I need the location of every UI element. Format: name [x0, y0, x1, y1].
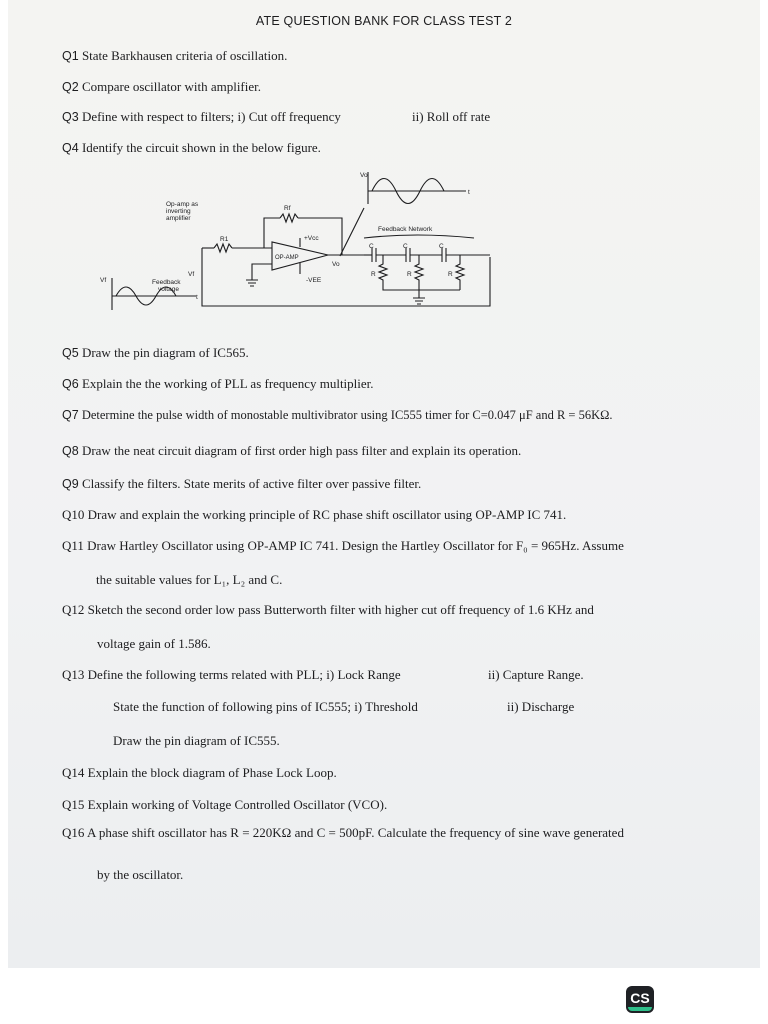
c-label-1: C	[369, 243, 374, 250]
question-text: Define with respect to filters; i) Cut off frequency	[81, 109, 341, 124]
question-15	[62, 797, 387, 813]
camscanner-logo-icon	[626, 986, 654, 1013]
opamp-label: OP-AMP	[275, 255, 299, 261]
question-text: Draw and explain the working principle of RC phase shift oscillator using OP-AMP IC 741.	[87, 507, 567, 522]
ground-symbol	[246, 280, 258, 286]
vo-graph-label: Vo	[360, 172, 368, 179]
question-number: Q8	[62, 444, 79, 458]
r1-label: R1	[220, 236, 229, 243]
page-title: ATE QUESTION BANK FOR CLASS TEST 2	[255, 14, 513, 28]
question-number: Q3	[62, 110, 79, 124]
question-7	[62, 408, 613, 423]
question-number: Q10	[62, 507, 85, 522]
question-number: Q14	[62, 765, 85, 780]
question-text: Sketch the second order low pass Butterworth filter with higher cut off frequency of 1.6 KHz and	[87, 602, 594, 617]
r-label-1: R	[371, 271, 376, 278]
question-3-part-2: ii) Roll off rate	[412, 109, 491, 124]
question-text: Explain the the working of PLL as frequency multiplier.	[81, 376, 374, 391]
question-13-line-3: Draw the pin diagram of IC555.	[113, 733, 280, 748]
question-number: Q6	[62, 377, 79, 391]
question-text: Explain working of Voltage Controlled Oscillator (VCO).	[87, 797, 388, 812]
question-number: Q9	[62, 477, 79, 491]
question-5	[62, 345, 249, 361]
feedback-network-bracket	[364, 235, 474, 238]
question-13-line-2: State the function of following pins of IC555; i) Threshold	[113, 699, 418, 714]
ladder-ground-symbol	[413, 290, 425, 304]
r1-resistor	[214, 244, 232, 252]
badge-text: CS	[630, 990, 650, 1006]
question-number: Q13	[62, 667, 85, 682]
question-16	[62, 825, 624, 841]
noninverting-ground-wire	[252, 264, 272, 280]
question-number: Q2	[62, 80, 79, 94]
question-13-line-2-part-b: ii) Discharge	[507, 699, 575, 714]
vcc-label: +Vcc	[304, 235, 319, 242]
vf-graph-time-label: t	[196, 294, 198, 301]
question-number: Q11	[62, 538, 84, 553]
question-number: Q15	[62, 797, 85, 812]
question-text: Determine the pulse width of monostable multivibrator using IC555 timer for C=0.047 μF and R = 56KΩ.	[81, 408, 613, 422]
rf-resistor	[280, 214, 298, 222]
question-14	[62, 765, 337, 781]
question-text: Compare oscillator with amplifier.	[81, 79, 262, 94]
question-11-line-2: the suitable values for L₁, L₂ and C.	[96, 572, 283, 587]
question-10	[62, 507, 566, 523]
question-4	[62, 140, 321, 156]
capacitor-1	[372, 248, 376, 262]
opamp-caption-2: inverting	[166, 208, 191, 215]
vo-label: Vo	[332, 261, 340, 268]
question-text: Draw the neat circuit diagram of first order high pass filter and explain its operation.	[81, 443, 522, 458]
question-3	[62, 109, 341, 125]
feedback-network-label: Feedback Network	[378, 226, 433, 233]
rc-phase-shift-oscillator-figure	[96, 168, 496, 318]
question-13	[62, 667, 401, 683]
question-text: Classify the filters. State merits of active filter over passive filter.	[81, 476, 422, 491]
question-11	[62, 538, 624, 554]
question-text: Define the following terms related with PLL; i) Lock Range	[87, 667, 401, 682]
r-label-2: R	[407, 271, 412, 278]
question-6	[62, 376, 374, 392]
question-12-line-2: voltage gain of 1.586.	[97, 636, 211, 651]
shunt-resistor-3	[456, 255, 464, 290]
badge-accent	[628, 1007, 652, 1011]
question-16-line-2: by the oscillator.	[97, 867, 184, 882]
question-number: Q1	[62, 49, 79, 63]
vee-label: -VEE	[306, 277, 322, 284]
c-label-2: C	[403, 243, 408, 250]
opamp-caption-3: amplifier	[166, 215, 191, 222]
vo-graph-time-label: t	[468, 189, 470, 196]
feedback-voltage-label-1: Feedback	[152, 279, 181, 286]
vf-graph-label: Vf	[100, 277, 107, 284]
opamp-caption-1: Op-amp as	[166, 201, 199, 208]
capacitor-3	[442, 248, 446, 262]
question-number: Q5	[62, 346, 79, 360]
question-text: A phase shift oscillator has R = 220KΩ and C = 500pF. Calculate the frequency of sine wave generated	[86, 825, 624, 840]
output-slant-line	[340, 208, 364, 256]
question-9	[62, 476, 421, 492]
question-13-part-b: ii) Capture Range.	[488, 667, 584, 682]
question-text: Explain the block diagram of Phase Lock Loop.	[87, 765, 337, 780]
question-text: Draw Hartley Oscillator using OP-AMP IC 741. Design the Hartley Oscillator for F₀ = 965Hz. Assume	[87, 538, 624, 553]
r-label-3: R	[448, 271, 453, 278]
question-8	[62, 443, 521, 459]
capacitor-2	[406, 248, 410, 262]
rf-label: Rf	[284, 205, 291, 212]
question-text: Identify the circuit shown in the below figure.	[81, 140, 321, 155]
question-text: State Barkhausen criteria of oscillation.	[81, 48, 288, 63]
c-label-3: C	[439, 243, 444, 250]
question-number: Q16	[62, 825, 85, 840]
question-2	[62, 79, 261, 95]
question-number: Q4	[62, 141, 79, 155]
feedback-loop-wire	[202, 248, 490, 306]
question-text: Draw the pin diagram of IC565.	[81, 345, 249, 360]
vf-label: Vf	[188, 271, 195, 278]
question-12	[62, 602, 594, 618]
feedback-voltage-label-2: voltage	[158, 286, 179, 293]
shunt-resistor-2	[415, 255, 423, 290]
question-1	[62, 48, 287, 64]
question-number: Q7	[62, 408, 79, 422]
question-number: Q12	[62, 602, 85, 617]
